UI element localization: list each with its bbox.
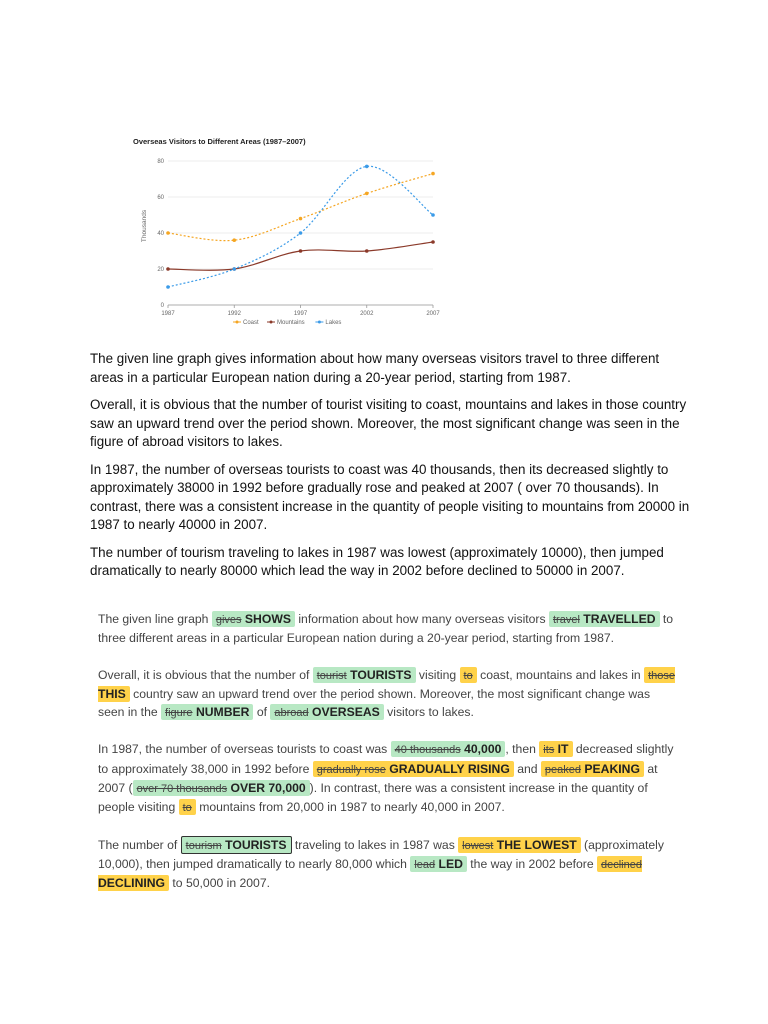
- data-point-lakes: [299, 231, 303, 235]
- suggested-word: TRAVELLED: [583, 612, 656, 626]
- original-word: tourism: [185, 839, 222, 852]
- suggested-word: IT: [557, 742, 569, 757]
- x-tick-label: 1992: [227, 311, 241, 317]
- original-word: travel: [552, 614, 580, 626]
- essay-paragraph-3: In 1987, the number of overseas tourists to coast was 40 thousands, then its decreased slightly to approximately 38000 in 1992 before gradually rose and peaked at 2007 ( over 70 thousands). In contrast, there was a consistent increase in the quantity of people visiting to mountains from 20000 in 1987 to nearly 40000 in 2007.: [90, 461, 690, 532]
- suggested-word: DECLINING: [98, 876, 166, 891]
- text-run: and: [513, 761, 541, 776]
- corrected-essay: [98, 610, 678, 911]
- text-run: to 50,000 in 2007.: [169, 876, 271, 891]
- text-run: the way in 2002 before: [466, 856, 597, 871]
- suggested-word: 40,000: [464, 742, 502, 757]
- legend-label-mountains: Mountains: [277, 320, 305, 326]
- suggested-word: THE LOWEST: [496, 837, 577, 852]
- original-word: lead: [414, 858, 436, 871]
- original-word: gradually rose: [316, 763, 386, 776]
- correction-3-2[interactable]: [539, 741, 572, 757]
- suggested-word: TOURISTS: [350, 667, 412, 682]
- correction-2-4[interactable]: [161, 704, 253, 720]
- data-point-coast: [166, 231, 170, 235]
- suggested-word: PEAKING: [584, 761, 640, 776]
- text-run: at 2007 (: [98, 761, 658, 796]
- y-tick-label: 40: [157, 231, 164, 237]
- text-run: decreased slightly to approximately 38,000 in 1992 before: [98, 742, 674, 776]
- text-run: of: [253, 705, 271, 720]
- text-run: visiting: [415, 667, 460, 682]
- x-tick-label: 1987: [161, 311, 175, 317]
- series-line-mountains: [168, 242, 433, 270]
- data-point-coast: [365, 192, 369, 196]
- correction-1-1[interactable]: [212, 611, 295, 627]
- original-word: over 70 thousands: [136, 783, 228, 796]
- y-axis-label: Thousands: [141, 209, 148, 243]
- essay-paragraph-2: Overall, it is obvious that the number of tourist visiting to coast, mountains and lakes in those country saw an upward trend over the period shown. Moreover, the most significant change was seen in the figure of abroad visitors to lakes.: [90, 397, 687, 449]
- corrected-paragraph-2: [98, 666, 678, 723]
- data-point-lakes: [431, 213, 435, 217]
- correction-3-5[interactable]: [133, 780, 310, 796]
- data-point-mountains: [166, 267, 170, 271]
- text-run: In 1987, the number of overseas tourists to coast was: [98, 742, 391, 757]
- original-word: lowest: [462, 839, 494, 852]
- data-point-lakes: [232, 267, 236, 271]
- text-run: visitors to lakes.: [383, 705, 474, 720]
- essay-text: [90, 350, 690, 590]
- correction-3-6[interactable]: [179, 799, 196, 815]
- suggested-word: OVERSEAS: [312, 705, 380, 720]
- correction-1-2[interactable]: [549, 611, 660, 627]
- suggested-word: GRADUALLY RISING: [389, 761, 510, 776]
- text-run: information about how many overseas visitors: [294, 612, 549, 626]
- text-run: to three different areas in a particular European nation during a 20-year period, starting from 1987.: [98, 612, 674, 646]
- original-word: declined: [600, 858, 642, 871]
- data-point-coast: [431, 172, 435, 176]
- text-run: , then: [505, 742, 540, 757]
- original-word: those: [648, 669, 675, 682]
- text-run: traveling to lakes in 1987 was: [291, 837, 459, 852]
- legend-marker-coast: [236, 321, 239, 324]
- series-line-coast: [168, 174, 433, 241]
- data-point-lakes: [166, 285, 170, 289]
- y-tick-label: 60: [157, 195, 164, 201]
- suggested-word: THIS: [98, 686, 126, 701]
- text-run: Overall, it is obvious that the number of: [98, 667, 313, 682]
- original-word: tourist: [316, 669, 347, 682]
- legend-label-coast: Coast: [243, 320, 259, 326]
- text-run: coast, mountains and lakes in: [476, 667, 645, 682]
- data-point-mountains: [299, 249, 303, 253]
- x-tick-label: 2007: [426, 311, 440, 317]
- suggested-word: OVER 70,000: [230, 781, 306, 796]
- corrected-paragraph-3: [98, 740, 678, 817]
- essay-paragraph-1: The given line graph gives information about how many overseas visitors travel to three different areas in a particular European nation during a 20-year period, starting from 1987.: [90, 351, 660, 385]
- data-point-coast: [232, 238, 236, 242]
- correction-4-3[interactable]: [410, 856, 467, 872]
- data-point-mountains: [431, 240, 435, 244]
- chart-legend: [233, 320, 341, 326]
- text-run: country saw an upward trend over the period shown. Moreover, the most significant change was seen in the: [98, 686, 651, 720]
- data-point-mountains: [365, 249, 369, 253]
- original-word: 40 thousands: [394, 744, 461, 757]
- original-word: to: [463, 669, 473, 682]
- suggested-word: LED: [438, 856, 463, 871]
- corrected-paragraph-1: [98, 610, 678, 648]
- correction-4-2[interactable]: [458, 837, 580, 853]
- text-run: mountains from 20,000 in 1987 to nearly 40,000 in 2007.: [195, 800, 505, 815]
- data-point-lakes: [365, 165, 369, 169]
- suggested-word: TOURISTS: [225, 837, 287, 852]
- text-run: (approximately 10,000), then jumped dramatically to nearly 80,000 which: [98, 837, 664, 871]
- y-tick-label: 80: [157, 159, 164, 165]
- legend-marker-lakes: [318, 321, 321, 324]
- text-run: The given line graph: [98, 612, 212, 626]
- x-tick-label: 1997: [293, 311, 308, 317]
- legend-marker-mountains: [270, 321, 273, 324]
- original-word: gives: [215, 614, 242, 626]
- line-chart: [128, 128, 448, 338]
- text-run: ). In contrast, there was a consistent increase in the quantity of people visiting: [98, 781, 648, 815]
- original-word: peaked: [544, 763, 582, 776]
- original-word: abroad: [274, 707, 309, 720]
- chart-title: Overseas Visitors to Different Areas (1987–2007): [133, 137, 306, 146]
- y-tick-label: 20: [157, 267, 164, 273]
- correction-3-4[interactable]: [541, 761, 644, 777]
- legend-label-lakes: Lakes: [325, 320, 342, 326]
- text-run: The number of: [98, 837, 181, 852]
- correction-2-1[interactable]: [313, 667, 416, 683]
- corrected-paragraph-4: [98, 836, 678, 893]
- correction-4-1[interactable]: [181, 836, 292, 854]
- correction-3-1[interactable]: [391, 741, 506, 757]
- original-word: figure: [165, 707, 193, 720]
- y-tick-label: 0: [160, 303, 164, 309]
- suggested-word: NUMBER: [195, 705, 250, 720]
- original-word: to: [182, 802, 192, 815]
- original-word: its: [543, 744, 555, 757]
- correction-2-5[interactable]: [270, 704, 383, 720]
- x-tick-label: 2002: [360, 311, 374, 317]
- correction-2-2[interactable]: [460, 667, 477, 683]
- correction-3-3[interactable]: [313, 761, 514, 777]
- essay-paragraph-4: The number of tourism traveling to lakes in 1987 was lowest (approximately 10000), then jumped dramatically to nearly 80000 which lead the way in 2002 before declined to 50000 in 2007.: [90, 544, 664, 578]
- data-point-coast: [299, 217, 303, 221]
- suggested-word: SHOWS: [244, 612, 291, 626]
